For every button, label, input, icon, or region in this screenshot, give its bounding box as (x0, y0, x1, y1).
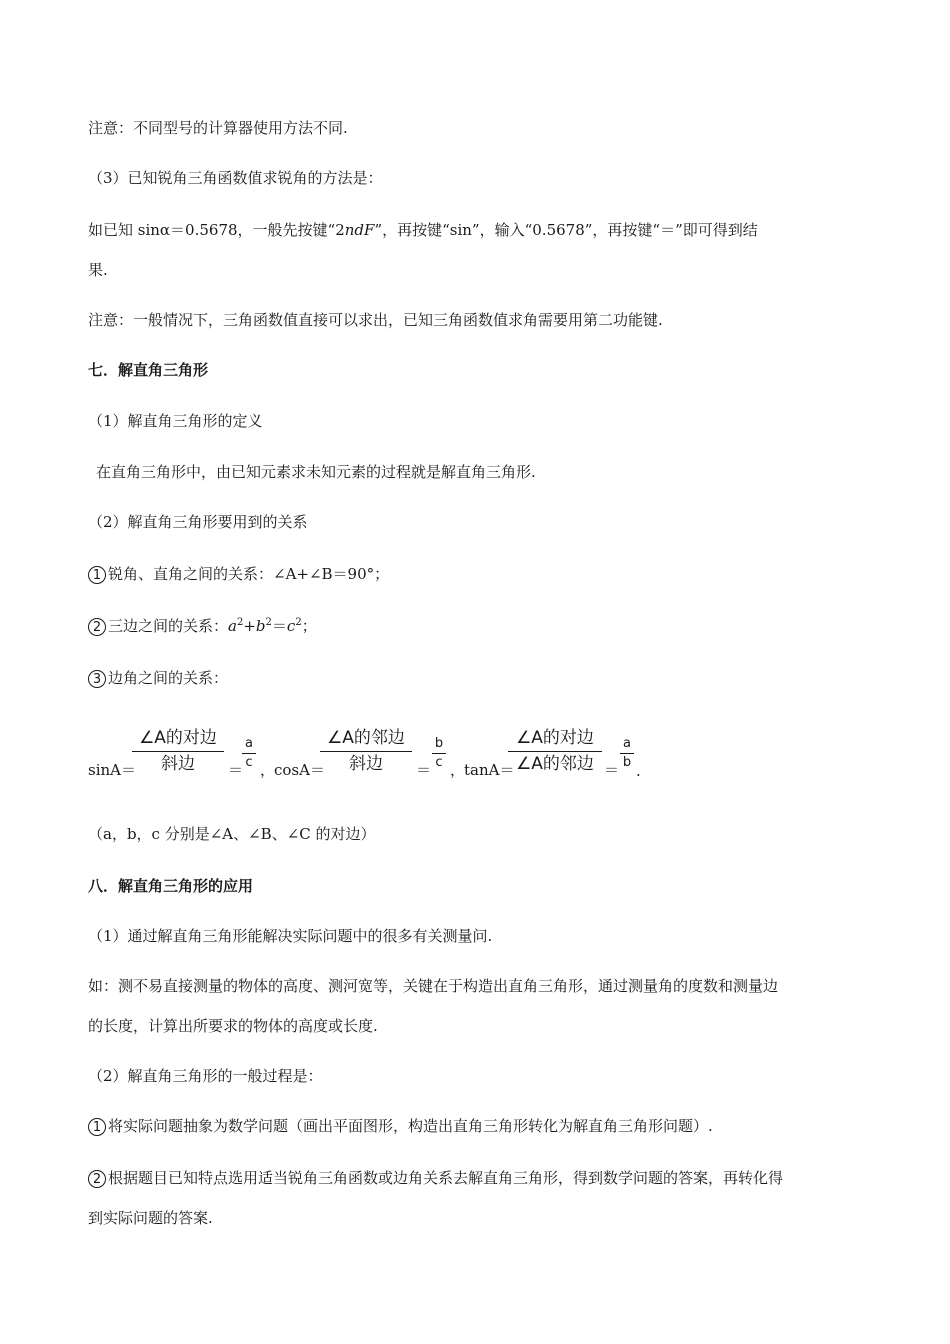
cos-equals: ＝ (416, 761, 432, 779)
section-3-title: （3）已知锐角三角函数值求锐角的方法是： (88, 169, 383, 187)
separator-2: ， (450, 761, 466, 779)
relation-1 (88, 564, 389, 584)
section-8-1-title: （1）通过解直角三角形能解决实际问题中的很多有关测量问. (88, 927, 493, 945)
sin-small-num: a (245, 736, 253, 751)
tan-small-den: b (622, 755, 632, 770)
section-8-1-text-line2: 的长度，计算出所要求的物体的高度或长度. (88, 1017, 378, 1035)
circled-number-1: 1 (88, 566, 106, 584)
cos-small-num: b (434, 736, 444, 751)
tan-small-fraction (620, 736, 634, 770)
cos-small-den: c (435, 755, 443, 770)
relation-3 (88, 668, 228, 688)
sin-label: sinA＝ (88, 761, 136, 779)
step-2-text-a: 根据题目已知特点选用适当锐角三角函数或边角关系去解直角三角形，得到数学问题的答案，再转化得 (108, 1169, 784, 1187)
s3-text-a: 如已知 sinα＝0.5678，一般先按键“2 (88, 221, 345, 239)
section-8-1-text-line1: 如：测不易直接测量的物体的高度、测河宽等，关键在于构造出直角三角形，通过测量角的度数和测量边 (88, 977, 779, 995)
note-second-function: 注意：一般情况下，三角函数值直接可以求出，已知三角函数值求角需要用第二功能键. (88, 311, 663, 329)
separator-1: ， (260, 761, 276, 779)
step-1 (88, 1116, 713, 1136)
section-7-1-text: 在直角三角形中，由已知元素求未知元素的过程就是解直角三角形. (96, 463, 536, 481)
cos-numerator: ∠A的邻边 (327, 728, 405, 748)
circled-number-1: 1 (88, 1118, 106, 1136)
circled-number-3: 3 (88, 670, 106, 688)
circled-number-2: 2 (88, 618, 106, 636)
sin-small-fraction (242, 736, 256, 770)
sin-numerator: ∠A的对边 (139, 728, 217, 748)
sin-fraction (132, 728, 224, 774)
section-3-text-line1 (88, 220, 758, 240)
sin-denominator: 斜边 (161, 754, 195, 774)
relation-3-text: 边角之间的关系： (108, 669, 229, 687)
section-3-text-line2: 果. (88, 261, 108, 279)
tan-fraction (508, 728, 602, 774)
heading-7: 七．解直角三角形 (88, 361, 209, 379)
cos-label: cosA＝ (274, 761, 325, 779)
tan-label: tanA＝ (464, 761, 515, 779)
tan-numerator: ∠A的对边 (516, 728, 594, 748)
tan-denominator: ∠A的邻边 (516, 754, 594, 774)
step-1-text: 将实际问题抽象为数学问题（画出平面图形，构造出直角三角形转化为解直角三角形问题）. (108, 1117, 713, 1135)
relation-1-text: 锐角、直角之间的关系：∠A+∠B＝90°； (108, 565, 390, 583)
circled-number-2: 2 (88, 1170, 106, 1188)
s3-text-b: ”，再按键“sin”，输入“0.5678”，再按键“＝”即可得到结 (374, 221, 758, 239)
section-7-2-title: （2）解直角三角形要用到的关系 (88, 513, 308, 531)
cos-fraction (320, 728, 412, 774)
sin-equals: ＝ (228, 761, 244, 779)
tan-small-num: a (623, 736, 631, 751)
cos-small-fraction (432, 736, 446, 770)
step-2-line2: 到实际问题的答案. (88, 1209, 213, 1227)
section-7-1-title: （1）解直角三角形的定义 (88, 412, 263, 430)
formula-note: （a，b，c 分别是∠A、∠B、∠C 的对边） (88, 825, 376, 843)
relation-2: 2 三边之间的关系：$a^2+b^2=c^2$； (88, 616, 317, 636)
sin-small-den: c (245, 755, 253, 770)
step-2-line1 (88, 1168, 783, 1188)
tan-equals: ＝ (604, 761, 620, 779)
trig-ratio-formulas (88, 728, 808, 780)
cos-denominator: 斜边 (349, 754, 383, 774)
relation-2-text: 三边之间的关系： (108, 617, 229, 635)
heading-8: 八．解直角三角形的应用 (88, 877, 254, 895)
section-8-2-title: （2）解直角三角形的一般过程是： (88, 1067, 323, 1085)
note-calculator: 注意：不同型号的计算器使用方法不同. (88, 119, 348, 137)
formula-end: . (636, 762, 641, 780)
s3-text-ndf: ndF (344, 221, 375, 239)
